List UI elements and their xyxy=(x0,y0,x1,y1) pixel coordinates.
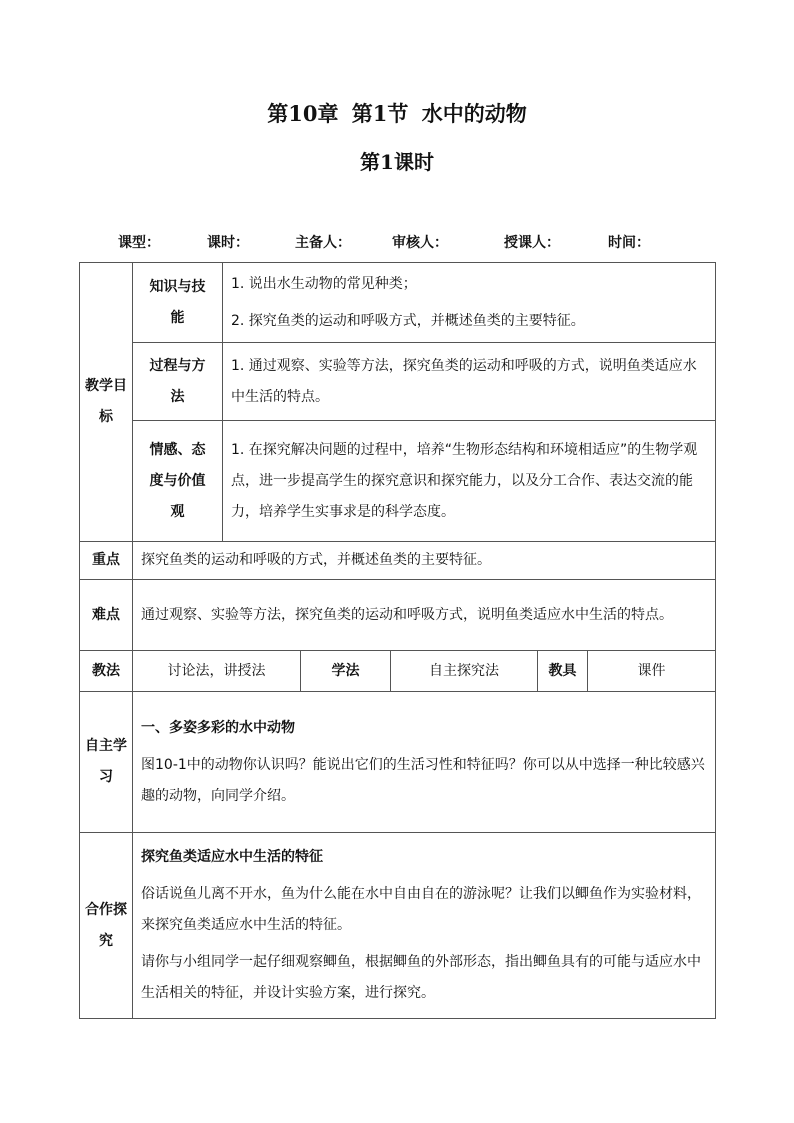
process-row xyxy=(80,343,716,421)
lesson-type-label: 课型： xyxy=(118,235,160,251)
knowledge-content xyxy=(223,263,716,343)
key-point-content: 探究鱼类的运动和呼吸的方式，并概述鱼类的主要特征。 xyxy=(133,542,716,580)
cooperative-heading: 探究鱼类适应水中生活的特征 xyxy=(141,849,323,865)
process-content: 1. 通过观察、实验等方法，探究鱼类的运动和呼吸的方式，说明鱼类适应水中生活的特点。 xyxy=(223,343,716,421)
learn-method-value: 自主探究法 xyxy=(391,651,538,692)
objectives-label: 教学目标 xyxy=(80,263,133,542)
teaching-aid-value: 课件 xyxy=(588,651,716,692)
knowledge-item: 1. 说出水生动物的常见种类； xyxy=(231,275,417,292)
emotion-label: 情感、态度与价值观 xyxy=(133,421,223,542)
time-label: 时间： xyxy=(608,235,650,251)
lesson-period-label: 课时： xyxy=(207,235,249,251)
self-study-label: 自主学习 xyxy=(80,692,133,833)
knowledge-item: 2. 探究鱼类的运动和呼吸方式，并概述鱼类的主要特征。 xyxy=(231,312,585,329)
cooperative-paragraph: 请你与小组同学一起仔细观察鲫鱼，根据鲫鱼的外部形态，指出鲫鱼具有的可能与适应水中生活相关的特征，并设计实验方案，进行探究。 xyxy=(141,954,701,1001)
methods-row xyxy=(80,651,716,692)
knowledge-label: 知识与技能 xyxy=(133,263,223,343)
lesson-plan-table xyxy=(79,262,716,1019)
self-study-row xyxy=(80,692,716,833)
key-point-label: 重点 xyxy=(80,542,133,580)
page-subtitle: 第1课时 xyxy=(360,150,434,174)
key-point-row xyxy=(80,542,716,580)
self-study-heading: 一、多姿多彩的水中动物 xyxy=(141,719,295,736)
difficulty-content: 通过观察、实验等方法，探究鱼类的运动和呼吸方式，说明鱼类适应水中生活的特点。 xyxy=(133,580,716,651)
difficulty-label: 难点 xyxy=(80,580,133,651)
preparer-label: 主备人： xyxy=(295,235,351,251)
reviewer-label: 审核人： xyxy=(392,235,448,251)
lesson-meta-row xyxy=(0,232,794,252)
self-study-text: 图10-1中的动物你认识吗？能说出它们的生活习性和特征吗？你可以从中选择一种比较感兴趣的动物，向同学介绍。 xyxy=(141,756,705,804)
cooperative-content xyxy=(133,833,716,1019)
cooperative-paragraph: 俗话说鱼儿离不开水，鱼为什么能在水中自由自在的游泳呢？让我们以鲫鱼作为实验材料，来探究鱼类适应水中生活的特征。 xyxy=(141,886,701,933)
teach-method-value: 讨论法，讲授法 xyxy=(133,651,301,692)
learn-method-label: 学法 xyxy=(301,651,391,692)
page-title: 第10章 第1节 水中的动物 xyxy=(267,101,527,126)
process-label: 过程与方法 xyxy=(133,343,223,421)
cooperative-row xyxy=(80,833,716,1019)
teaching-aid-label: 教具 xyxy=(538,651,588,692)
cooperative-label: 合作探究 xyxy=(80,833,133,1019)
teach-method-label: 教法 xyxy=(80,651,133,692)
knowledge-row xyxy=(80,263,716,343)
teacher-label: 授课人： xyxy=(504,235,560,251)
self-study-content xyxy=(133,692,716,833)
emotion-row xyxy=(80,421,716,542)
difficulty-row xyxy=(80,580,716,651)
emotion-content: 1. 在探究解决问题的过程中，培养“生物形态结构和环境相适应”的生物学观点，进一步提高学生的探究意识和探究能力，以及分工合作、表达交流的能力，培养学生实事求是的科学态度。 xyxy=(223,421,716,542)
